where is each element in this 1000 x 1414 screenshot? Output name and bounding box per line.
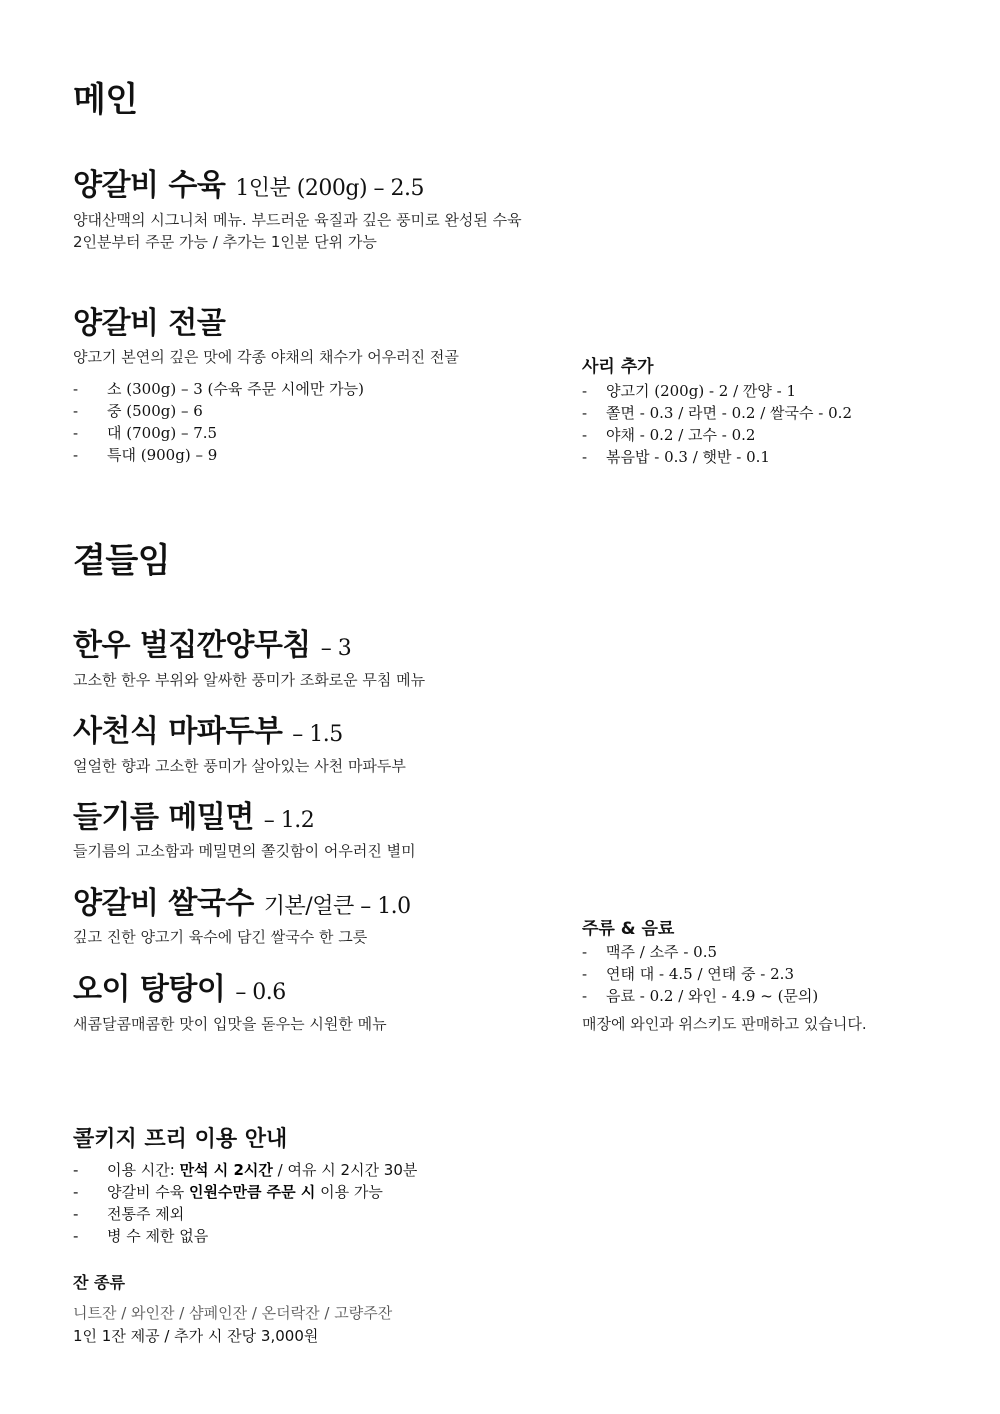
menu-item-title	[73, 964, 286, 1008]
list-item: - 이용 시간: 만석 시 2시간 / 여유 시 2시간 30분	[73, 1161, 418, 1179]
menu-item-name: 양갈비 수육	[73, 168, 226, 203]
section-title-sides: 곁들임	[73, 541, 171, 581]
menu-item-name: 양갈비 전골	[73, 306, 226, 341]
list-item: - 양고기 (200g) - 2 / 깐양 - 1	[582, 382, 797, 400]
glass-title: 잔 종류	[73, 1273, 125, 1292]
list-item: - 특대 (900g) – 9	[73, 446, 218, 464]
list-item: - 쫄면 - 0.3 / 라면 - 0.2 / 쌀국수 - 0.2	[582, 404, 852, 422]
menu-item-description: 깊고 진한 양고기 육수에 담긴 쌀국수 한 그릇	[73, 928, 368, 946]
menu-item-description: 양고기 본연의 깊은 맛에 각종 야채의 채수가 어우러진 전골	[73, 348, 459, 366]
corkage-list	[73, 1159, 417, 1247]
list-item: - 볶음밥 - 0.3 / 햇반 - 0.1	[582, 448, 770, 466]
menu-item-description: 얼얼한 향과 고소한 풍미가 살아있는 사천 마파두부	[73, 757, 406, 775]
menu-item-price: – 0.6	[235, 980, 286, 1005]
menu-item-description	[73, 209, 522, 253]
section-title-main: 메인	[73, 80, 138, 120]
menu-item-name: 양갈비 쌀국수	[73, 886, 254, 921]
menu-item-name: 한우 벌집깐양무침	[73, 628, 311, 663]
list-item: - 대 (700g) – 7.5	[73, 424, 218, 442]
corkage-title: 콜키지 프리 이용 안내	[73, 1127, 288, 1152]
menu-item-price: – 3	[320, 636, 352, 661]
drinks-note: 매장에 와인과 위스키도 판매하고 있습니다.	[582, 1015, 867, 1033]
glass-note: 1인 1잔 제공 / 추가 시 잔당 3,000원	[73, 1327, 319, 1345]
menu-item-price: – 1.5	[292, 722, 343, 747]
list-item: - 연태 대 - 4.5 / 연태 중 - 2.3	[582, 965, 794, 983]
menu-item-name: 오이 탕탕이	[73, 972, 226, 1007]
list-item: - 양갈비 수육 인원수만큼 주문 시 이용 가능	[73, 1183, 383, 1201]
menu-item-price: – 1.2	[263, 808, 315, 833]
list-item: - 야채 - 0.2 / 고수 - 0.2	[582, 426, 756, 444]
list-item: - 병 수 제한 없음	[73, 1227, 209, 1245]
menu-item-description: 고소한 한우 부위와 알싸한 풍미가 조화로운 무침 메뉴	[73, 671, 426, 689]
drinks-list	[582, 941, 818, 1007]
menu-item-name: 들기름 메밀면	[73, 800, 254, 835]
menu-item-description: 들기름의 고소함과 메밀면의 쫄깃함이 어우러진 별미	[73, 842, 416, 860]
menu-item-title	[73, 298, 225, 342]
description-line: 양대산맥의 시그니처 메뉴. 부드러운 육질과 깊은 풍미로 완성된 수육	[73, 211, 522, 229]
menu-item-title	[73, 706, 343, 750]
menu-item-name: 사천식 마파두부	[73, 714, 283, 749]
list-item: - 전통주 제외	[73, 1205, 185, 1223]
sari-title: 사리 추가	[582, 357, 654, 377]
list-item: - 중 (500g) – 6	[73, 402, 203, 420]
list-item: - 소 (300g) – 3 (수육 주문 시에만 가능)	[73, 380, 364, 398]
description-line: 2인분부터 주문 가능 / 추가는 1인분 단위 가능	[73, 233, 377, 251]
menu-item-title	[73, 878, 411, 922]
drinks-title: 주류 & 음료	[582, 919, 675, 939]
glass-list: 니트잔 / 와인잔 / 샴페인잔 / 온더락잔 / 고량주잔	[73, 1304, 393, 1322]
size-list	[73, 378, 364, 466]
list-item: - 맥주 / 소주 - 0.5	[582, 943, 718, 961]
menu-item-title	[73, 620, 351, 664]
menu-item-price: 1인분 (200g) – 2.5	[235, 176, 425, 201]
list-item: - 음료 - 0.2 / 와인 - 4.9 ~ (문의)	[582, 987, 819, 1005]
sari-list	[582, 380, 852, 468]
menu-item-description: 새콤달콤매콤한 맛이 입맛을 돋우는 시원한 메뉴	[73, 1015, 387, 1033]
menu-item-title	[73, 160, 424, 204]
menu-item-price: 기본/얼큰 – 1.0	[263, 894, 411, 919]
menu-item-title	[73, 792, 314, 836]
